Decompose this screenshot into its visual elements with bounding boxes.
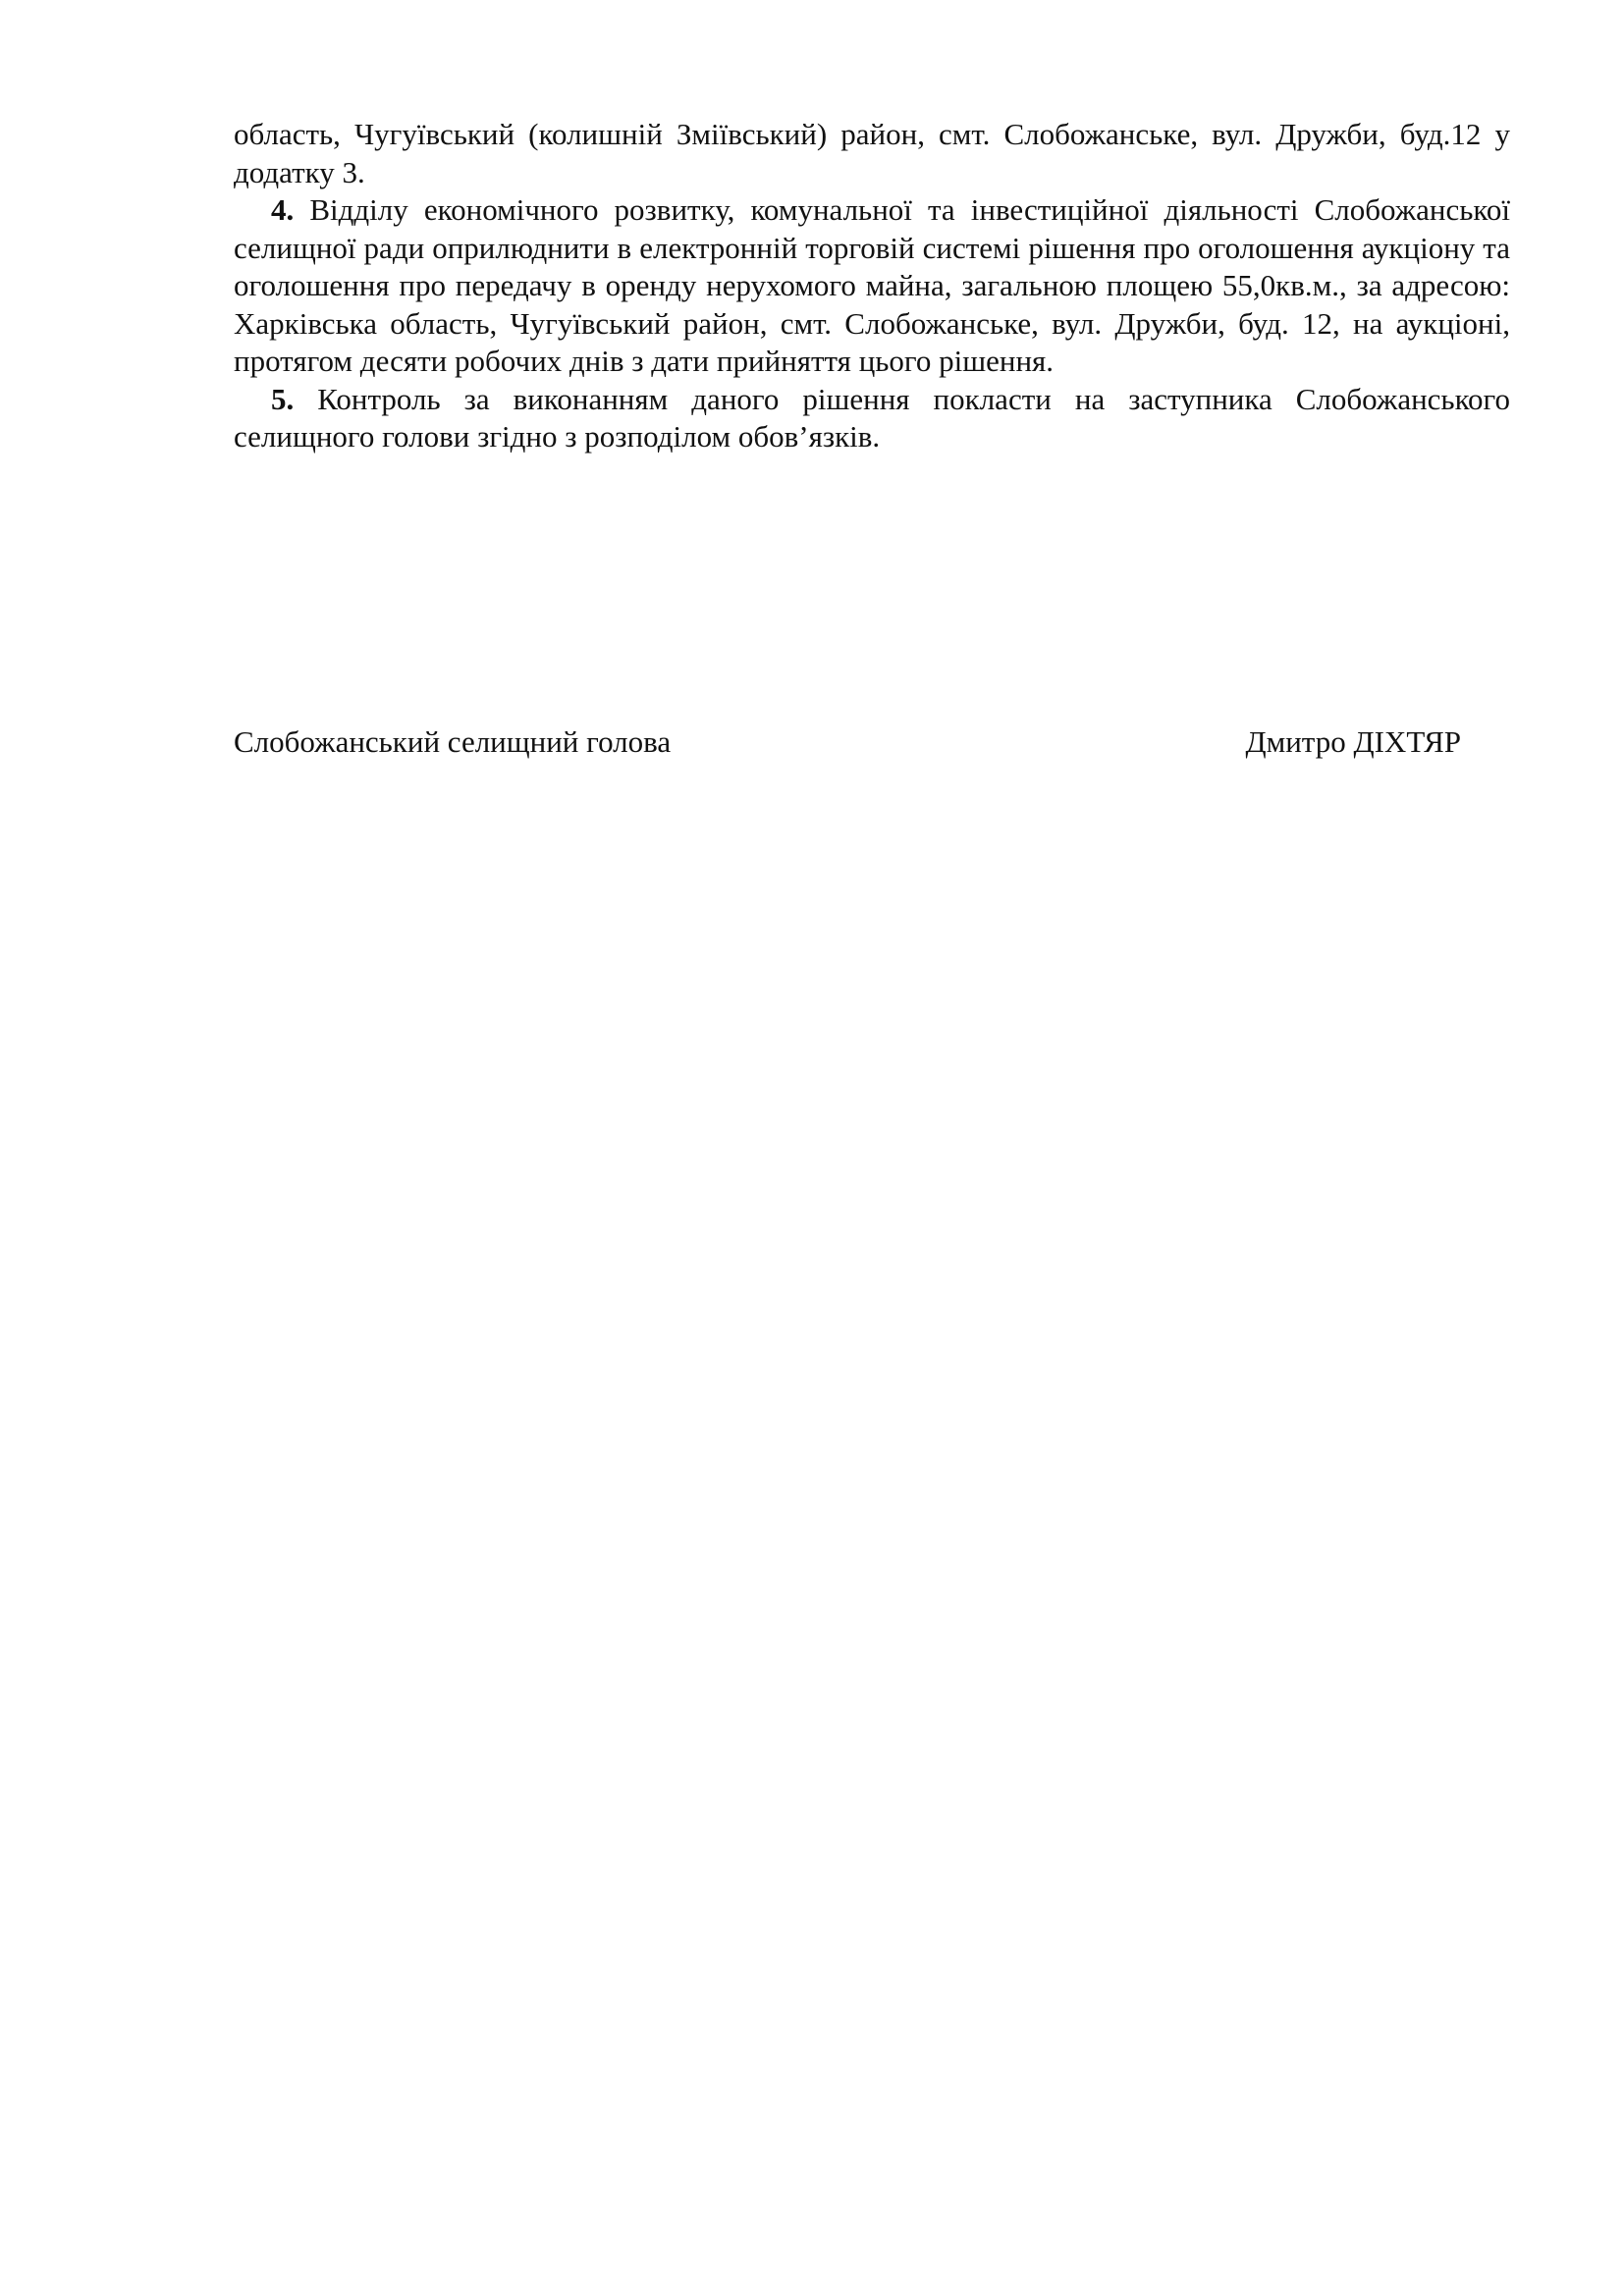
document-body (234, 116, 1510, 456)
signature-name: Дмитро ДІХТЯР (1245, 724, 1461, 759)
signature-title: Слобожанський селищний голова (234, 724, 672, 759)
item-4-paragraph (234, 191, 1510, 381)
item-5-paragraph (234, 381, 1510, 456)
continuation-paragraph: область, Чугуївський (колишній Зміївський) район, смт. Слобожанське, вул. Дружби, буд.12 у додатку 3. (234, 117, 1510, 189)
item-4-text: Відділу економічного розвитку, комунальної та інвестиційної діяльності Слобожанської селищної ради оприлюднити в електронній торговій системі рішення про оголошення аукціону та оголошення про передачу в оренду нерухомого майна, загальною площею 55,0кв.м., за адресою: Харківська область, Чугуївський район, смт. Слобожанське, вул. Дружби, буд. 12, на аукціоні, протягом десяти робочих днів з дати прийняття цього рішення. (234, 192, 1510, 378)
item-5-number: 5. (271, 381, 295, 416)
item-5-text: Контроль за виконанням даного рішення покласти на заступника Слобожанського селищного голови згідно з розподілом обов’язків. (234, 381, 1510, 454)
signature-block (234, 723, 1461, 763)
item-4-number: 4. (271, 192, 295, 227)
